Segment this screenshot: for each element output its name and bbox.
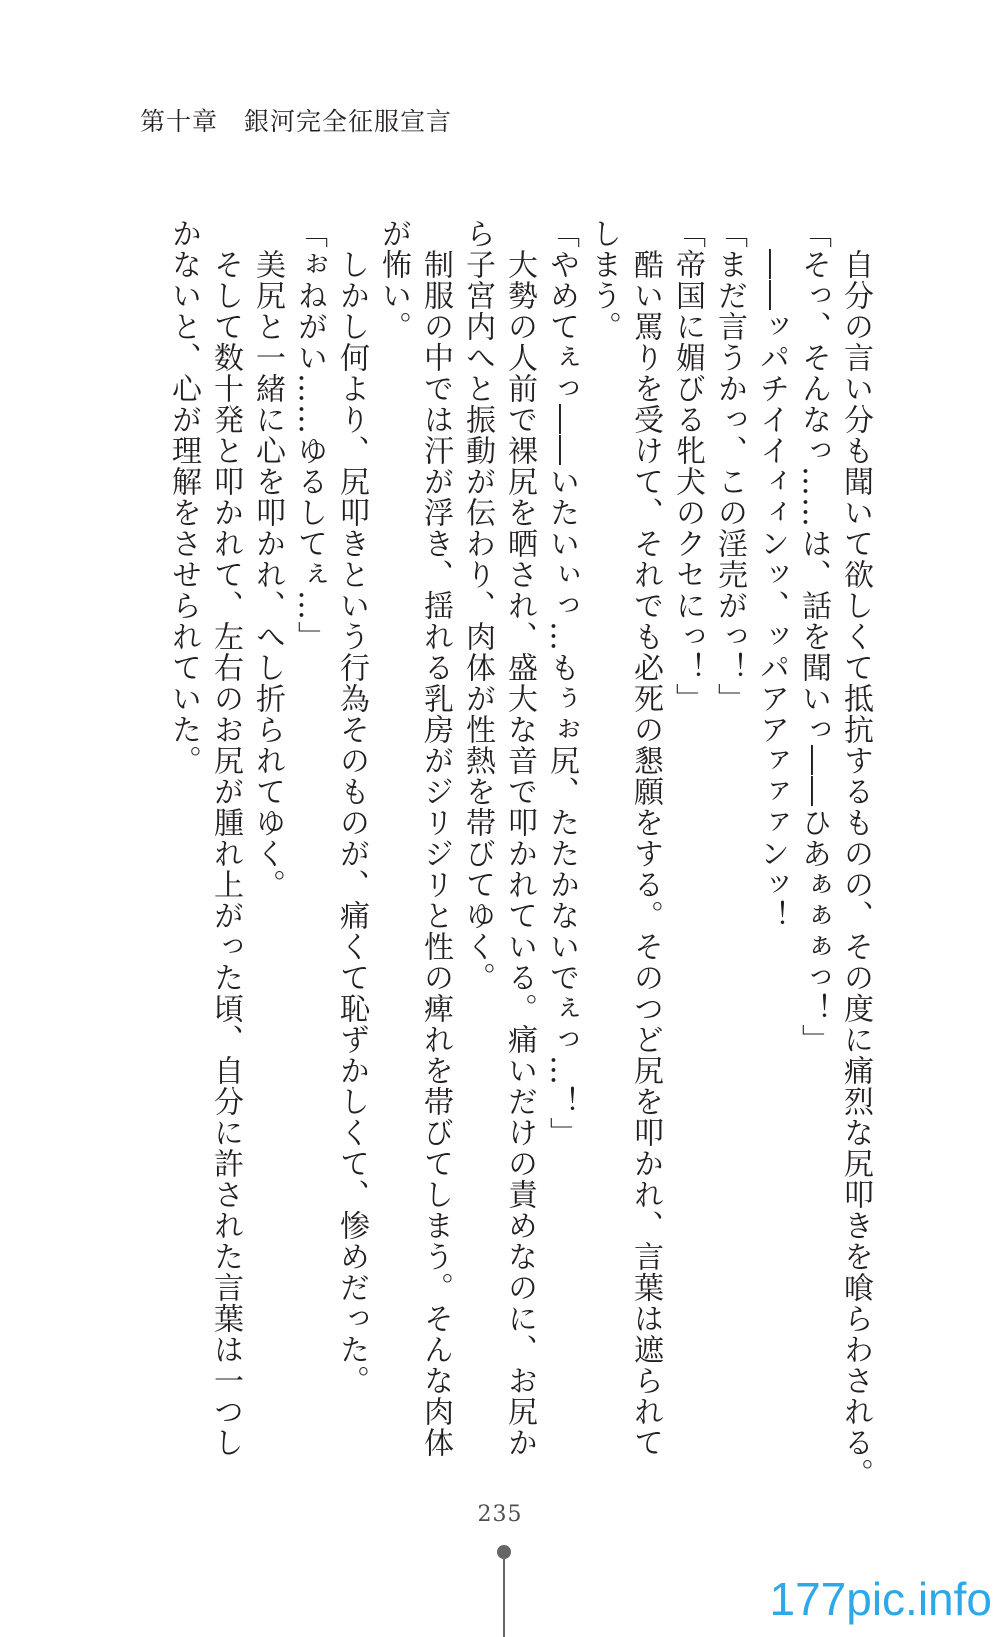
text-line: ら子宮内へと振動が伝わり、肉体が性熱を帯びてゆく。 (460, 218, 495, 993)
text-line: 酷い罵りを受けて、それでも必死の懇願をする。そのつど尻を叩かれ、言葉は遮られて (628, 218, 663, 1458)
text-line: 「帝国に媚びる牝犬のクセにっ！」 (670, 218, 705, 714)
page-marker-dot (497, 1545, 511, 1559)
text-line: 自分の言い分も聞いて欲しくて抵抗するものの、その度に痛烈な尻叩きを喰らわされる。 (838, 218, 873, 1489)
text-line: しかし何より、尻叩きという行為そのものが、痛くて恥ずかしくて、惨めだった。 (334, 218, 369, 1396)
page-number: 235 (477, 1502, 523, 1527)
text-line: が怖い。 (376, 218, 411, 342)
watermark: 177pic.info (769, 1573, 992, 1625)
text-line: そして数十発と叩かれて、左右のお尻が腫れ上がった頃、自分に許された言葉は一つし (208, 218, 243, 1458)
text-line: 大勢の人前で裸尻を晒され、盛大な音で叩かれている。痛いだけの責めなのに、お尻か (502, 218, 537, 1458)
text-line: しまう。 (586, 218, 621, 342)
running-head: 第十章 銀河完全征服宣言 (140, 107, 453, 136)
text-line: かないと、心が理解をさせられていた。 (166, 218, 201, 776)
body-text (162, 218, 876, 1489)
text-line: 美尻と一緒に心を叩かれ、へし折られてゆく。 (250, 218, 285, 900)
text-line: 「やめてぇっ――いたいぃっ…もぅぉ尻、たたかないでぇっ…！」 (544, 218, 579, 1148)
text-line: ――ッパチイイィィンッ、ッパアアァァァンッ！ (754, 218, 789, 931)
text-line: 制服の中では汗が浮き、揺れる乳房がジリジリと性の痺れを帯びてしまう。そんな肉体 (418, 218, 453, 1458)
text-line: 「まだ言うかっ、この淫売がっ！」 (712, 218, 747, 714)
text-line: 「ぉねがい……ゆるしてぇ…」 (292, 218, 327, 652)
text-line: 「そっ、そんなっ……は、話を聞いっ――ひあぁぁぁっ！」 (796, 218, 831, 1055)
page-marker-line (503, 1559, 505, 1637)
